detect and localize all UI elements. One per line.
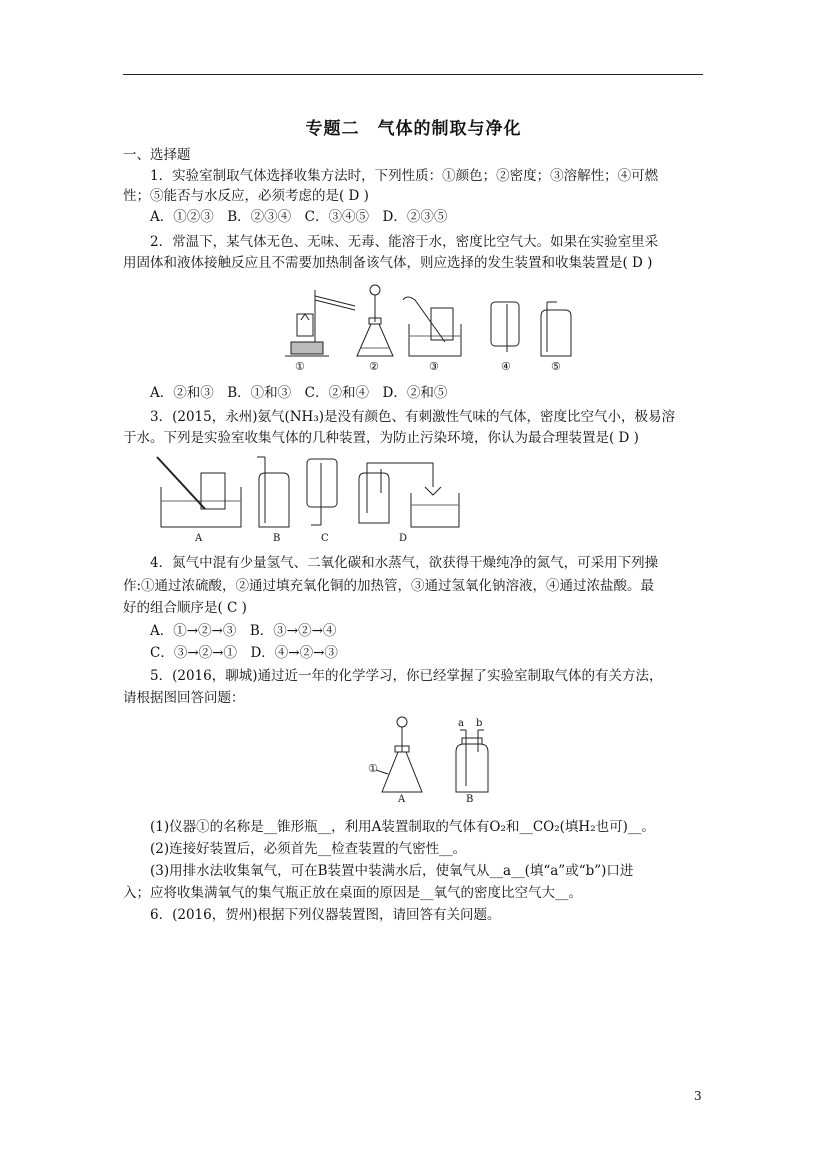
q3-line1: 3．(2015，永州)氨气(NH₃)是没有颜色、有刺激性气味的气体，密度比空气小，极易溶 [150,409,676,425]
q3-apparatus-figure [155,453,465,544]
q3-fig-label-a: A [195,533,203,544]
q5-part2: (2)连接好装置后，必须首先__检查装置的气密性__。 [150,841,467,857]
q5-part3b: 入；应将收集满氧气的集气瓶正放在桌面的原因是__氧气的密度比空气大__。 [123,885,582,901]
q3-fig-label-d: D [399,533,408,544]
page-title: 专题二 气体的制取与净化 [305,119,522,139]
q2-options: A．②和③ B．①和③ C．②和④ D．②和⑤ [150,385,448,401]
q5-fig-label-a: A [398,794,406,805]
q4-line3: 好的组合顺序是( C ) [123,600,247,616]
q5-fig-label-1: ① [368,762,378,775]
q4-options-ab: A．①→②→③ B．③→②→④ [150,623,337,639]
q4-line2: 作:①通过浓硫酸，②通过填充氧化铜的加热管，③通过氢氧化钠溶液，④通过浓盐酸。最 [123,578,655,594]
page-number: 3 [694,1089,702,1103]
q2-apparatus-figure [285,280,585,375]
q2-fig-label-2: ② [369,360,379,373]
q2-line1: 2．常温下，某气体无色、无味、无毒、能溶于水，密度比空气大。如果在实验室里采 [150,234,659,250]
q1-line1: 1．实验室制取气体选择收集方法时，下列性质：①颜色；②密度；③溶解性；④可燃 [150,168,659,184]
q5-line2: 请根据图回答问题： [123,690,245,706]
q5-apparatus-figure [362,712,502,808]
q2-fig-label-4: ④ [501,360,511,373]
q4-line1: 4．氮气中混有少量氢气、二氧化碳和水蒸气，欲获得干燥纯净的氮气，可采用下列操 [150,555,659,571]
q5-part3a: (3)用排水法收集氧气，可在B装置中装满水后，使氧气从__a__(填“a”或“b”)口进 [150,863,634,879]
q1-options: A．①②③ B．②③④ C．③④⑤ D．②③⑤ [150,209,448,225]
q2-fig-label-3: ③ [429,360,439,373]
q5-fig-label-b: B [466,794,474,805]
q2-line2: 用固体和液体接触反应且不需要加热制备该气体，则应选择的发生装置和收集装置是( D ) [123,255,653,271]
q2-fig-label-1: ① [295,360,305,373]
q5-fig-label-tube-b: b [476,718,483,729]
header-rule [123,74,703,75]
q5-line1: 5．(2016，聊城)通过近一年的化学学习，你已经掌握了实验室制取气体的有关方法， [150,668,663,684]
q3-fig-label-b: B [273,533,281,544]
section-heading: 一、选择题 [123,147,191,163]
q5-fig-label-tube-a: a [458,718,464,729]
q4-options-cd: C．③→②→① D．④→②→③ [150,645,338,661]
q3-fig-label-c: C [321,533,329,544]
q1-line2: 性；⑤能否与水反应，必须考虑的是( D ) [123,188,369,204]
q3-line2: 于水。下列是实验室收集气体的几种装置，为防止污染环境，你认为最合理装置是( D ) [123,430,639,446]
q2-fig-label-5: ⑤ [551,360,561,373]
q6-line1: 6．(2016，贺州)根据下列仪器装置图，请回答有关问题。 [150,907,501,923]
q5-part1: (1)仪器①的名称是__锥形瓶__，利用A装置制取的气体有O₂和__CO₂(填H₂也可)__。 [150,819,655,835]
